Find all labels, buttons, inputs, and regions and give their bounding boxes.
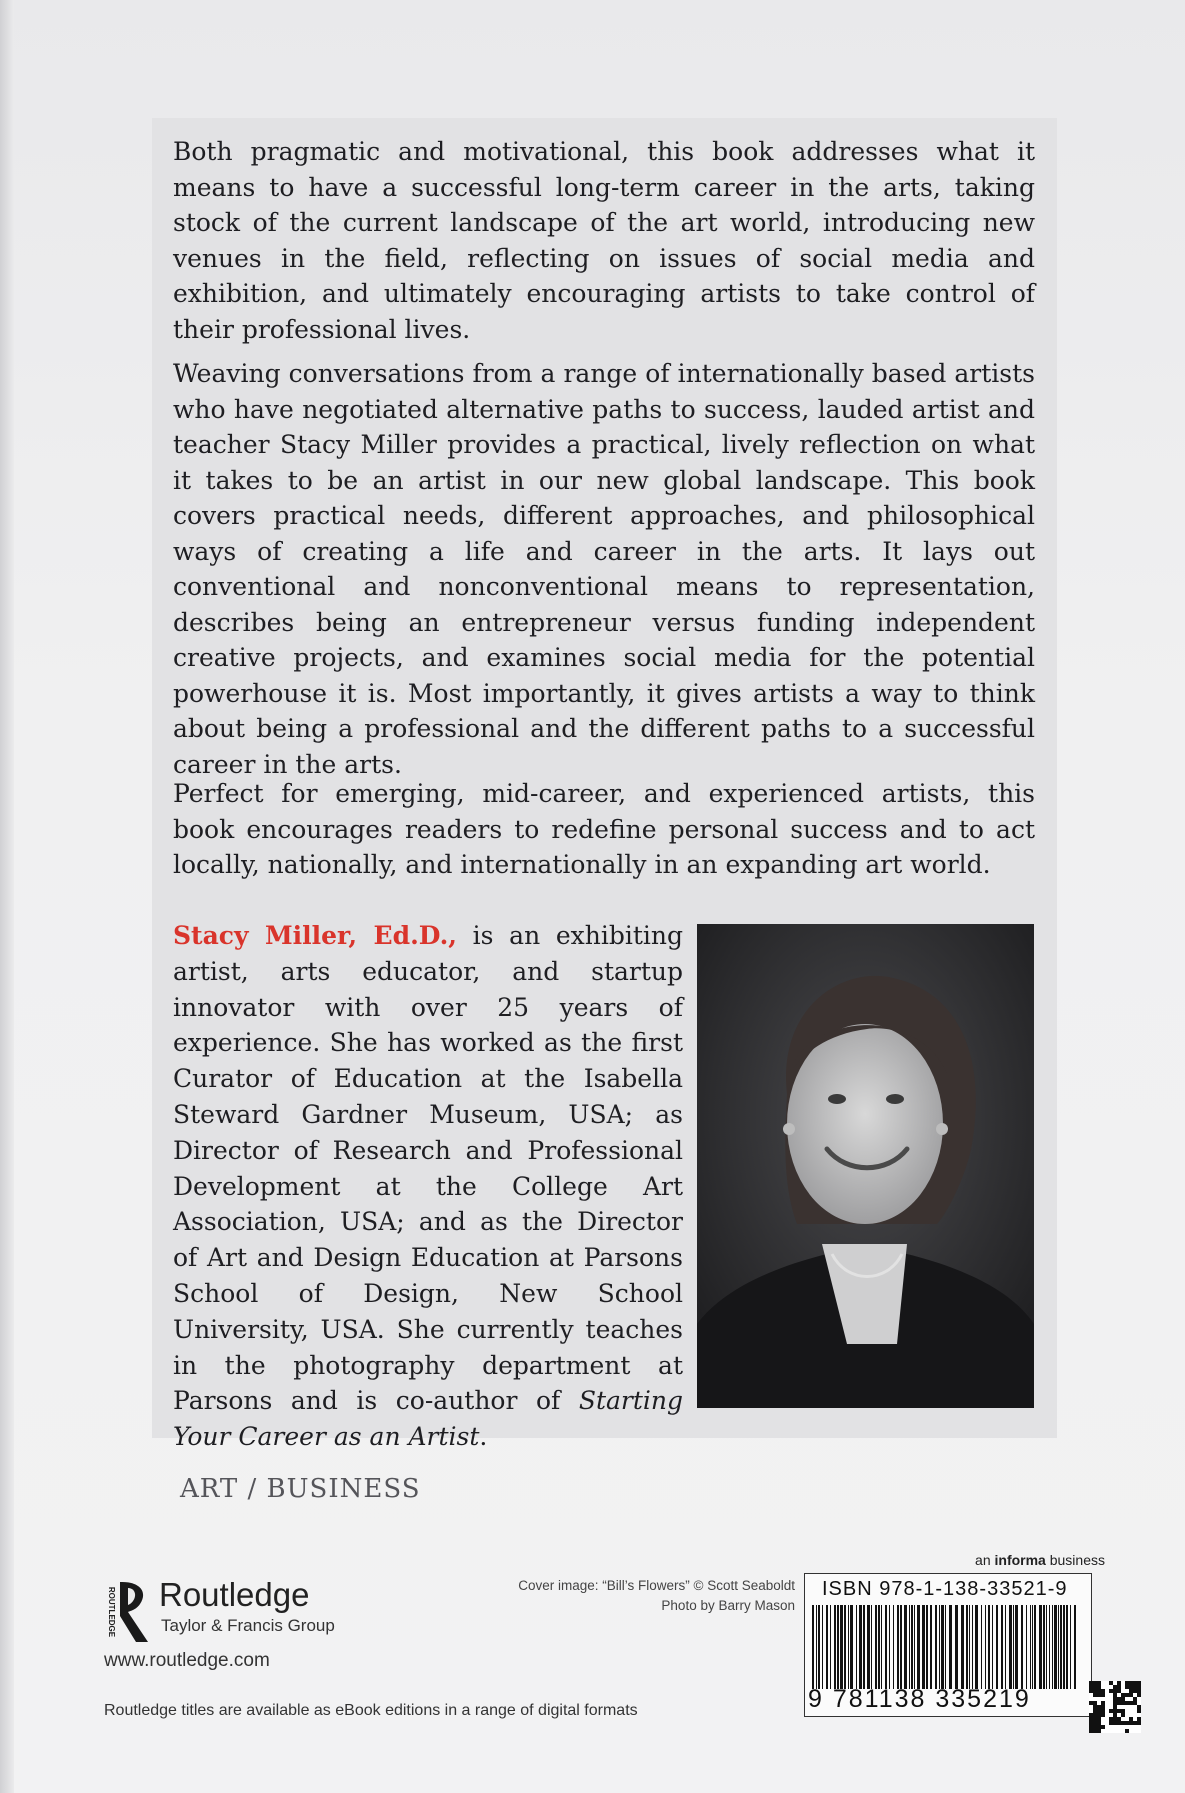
qr-module — [1113, 1693, 1117, 1697]
qr-module — [1125, 1721, 1129, 1725]
qr-module — [1089, 1725, 1093, 1729]
barcode-bar — [859, 1605, 862, 1689]
barcode-bars — [812, 1605, 1080, 1689]
qr-module — [1097, 1693, 1101, 1697]
barcode-bar — [818, 1605, 820, 1689]
barcode-bar — [1063, 1605, 1065, 1689]
qr-module — [1121, 1697, 1125, 1701]
author-book-title: Starting Your Career as an Artist — [173, 1386, 683, 1452]
qr-module — [1089, 1689, 1093, 1693]
barcode-bar — [1032, 1605, 1033, 1689]
qr-module — [1129, 1693, 1133, 1697]
barcode-bar — [1058, 1605, 1059, 1689]
barcode-bar — [834, 1605, 836, 1689]
publisher-group: Taylor & Francis Group — [161, 1616, 335, 1635]
barcode-bar — [961, 1605, 964, 1689]
image-credits — [518, 1576, 795, 1616]
qr-module — [1101, 1713, 1105, 1717]
qr-module — [1097, 1705, 1101, 1709]
qr-module — [1113, 1689, 1117, 1693]
logo-vertical-text: ROUTLEDGE — [107, 1586, 116, 1638]
barcode-bar — [897, 1605, 899, 1689]
qr-code-icon — [1089, 1681, 1141, 1733]
barcode-bar — [867, 1605, 870, 1689]
barcode-bar — [945, 1605, 946, 1689]
qr-module — [1129, 1701, 1133, 1705]
barcode-bar — [885, 1605, 887, 1689]
barcode-bar — [871, 1605, 872, 1689]
barcode-bar — [1034, 1605, 1036, 1689]
barcode-bar — [911, 1605, 913, 1689]
qr-module — [1117, 1689, 1121, 1693]
qr-module — [1093, 1709, 1097, 1713]
informa-brand: informa — [994, 1552, 1046, 1568]
barcode-bar — [826, 1605, 828, 1689]
barcode-bar — [926, 1605, 928, 1689]
ebook-availability-note: Routledge titles are available as eBook editions in a range of digital formats — [104, 1702, 638, 1719]
barcode-bar — [941, 1605, 944, 1689]
qr-module — [1101, 1725, 1105, 1729]
barcode-bar — [1066, 1605, 1068, 1689]
barcode-bar — [1060, 1605, 1062, 1689]
barcode-bar — [830, 1605, 831, 1689]
qr-module — [1089, 1717, 1093, 1721]
informa-prefix: an — [975, 1552, 995, 1568]
barcode-bar — [837, 1605, 839, 1689]
qr-module — [1117, 1685, 1121, 1689]
qr-module — [1093, 1725, 1097, 1729]
qr-module — [1097, 1725, 1101, 1729]
qr-module — [1089, 1685, 1093, 1689]
qr-module — [1101, 1693, 1105, 1697]
qr-module — [1133, 1685, 1137, 1689]
qr-module — [1093, 1693, 1097, 1697]
qr-module — [1133, 1701, 1137, 1705]
barcode-bar — [856, 1605, 857, 1689]
barcode-bar — [972, 1605, 973, 1689]
qr-module — [1097, 1717, 1101, 1721]
barcode-bar — [914, 1605, 915, 1689]
barcode-bar — [996, 1605, 998, 1689]
qr-module — [1133, 1721, 1137, 1725]
barcode-bar — [992, 1605, 993, 1689]
isbn-text: ISBN 978-1-138-33521-9 — [822, 1578, 1068, 1600]
barcode-bar — [889, 1605, 890, 1689]
qr-module — [1089, 1721, 1093, 1725]
barcode-bar — [1046, 1605, 1047, 1689]
barcode-bar — [1021, 1605, 1023, 1689]
publisher-website: www.routledge.com — [104, 1650, 270, 1671]
qr-module — [1137, 1685, 1141, 1689]
barcode-bar — [1052, 1605, 1053, 1689]
barcode-bar — [816, 1605, 817, 1689]
barcode-bar — [922, 1605, 925, 1689]
barcode-bar — [904, 1605, 907, 1689]
qr-module — [1089, 1729, 1093, 1733]
qr-module — [1093, 1721, 1097, 1725]
barcode-bar — [1001, 1605, 1003, 1689]
qr-module — [1137, 1705, 1141, 1709]
qr-module — [1137, 1721, 1141, 1725]
barcode-bar — [1009, 1605, 1012, 1689]
barcode-bar — [1030, 1605, 1031, 1689]
qr-module — [1097, 1713, 1101, 1717]
qr-module — [1097, 1721, 1101, 1725]
qr-module — [1109, 1709, 1113, 1713]
barcode-bar — [969, 1605, 970, 1689]
barcode-bar — [1043, 1605, 1045, 1689]
qr-module — [1113, 1685, 1117, 1689]
author-bio-text: is an exhibiting artist, arts educator, and startup innovator with over 25 years of experience. She has worked as the first Curator of Education at the Isabella Steward Gardner Museum, USA; as Director of Research and Professional Development at the College Art Association, USA; and as the Director of Art and Design Education at Parsons School of Design, New School University, USA. She currently teaches in the photography department at Parsons and is co-author of — [173, 921, 683, 1416]
qr-module — [1121, 1713, 1125, 1717]
qr-module — [1093, 1729, 1097, 1733]
qr-module — [1089, 1681, 1093, 1685]
barcode-bar — [875, 1605, 877, 1689]
qr-module — [1093, 1717, 1097, 1721]
qr-module — [1129, 1689, 1133, 1693]
qr-module — [1129, 1721, 1133, 1725]
barcode-bar — [822, 1605, 823, 1689]
qr-module — [1117, 1701, 1121, 1705]
qr-module — [1093, 1701, 1097, 1705]
qr-module — [1097, 1681, 1101, 1685]
qr-module — [1129, 1681, 1133, 1685]
category-label: ART / BUSINESS — [180, 1474, 421, 1504]
barcode-bar — [909, 1605, 910, 1689]
qr-module — [1117, 1697, 1121, 1701]
barcode-bar — [1005, 1605, 1006, 1689]
qr-module — [1117, 1681, 1121, 1685]
qr-module — [1113, 1701, 1117, 1705]
qr-module — [1109, 1721, 1113, 1725]
barcode-bar — [935, 1605, 937, 1689]
qr-module — [1097, 1709, 1101, 1713]
qr-module — [1101, 1705, 1105, 1709]
qr-module — [1137, 1689, 1141, 1693]
author-portrait — [697, 924, 1034, 1408]
barcode-bar — [930, 1605, 932, 1689]
publisher-name: Routledge — [159, 1576, 310, 1613]
barcode-bar — [850, 1605, 853, 1689]
barcode-bar — [985, 1605, 986, 1689]
routledge-logo-icon — [100, 1578, 154, 1646]
qr-module — [1097, 1689, 1101, 1693]
barcode-bar — [1049, 1605, 1050, 1689]
qr-module — [1125, 1681, 1129, 1685]
barcode-bar — [917, 1605, 920, 1689]
qr-module — [1093, 1685, 1097, 1689]
qr-module — [1125, 1729, 1129, 1733]
barcode-bar — [939, 1605, 940, 1689]
qr-module — [1093, 1681, 1097, 1685]
barcode-bar — [1013, 1605, 1014, 1689]
barcode-bar — [988, 1605, 990, 1689]
qr-module — [1101, 1709, 1105, 1713]
qr-module — [1121, 1709, 1125, 1713]
barcode-bar — [1054, 1605, 1057, 1689]
barcode-bar — [878, 1605, 880, 1689]
qr-module — [1117, 1721, 1121, 1725]
qr-module — [1137, 1709, 1141, 1713]
barcode-bar — [1074, 1605, 1076, 1689]
informa-suffix: business — [1045, 1552, 1105, 1568]
qr-module — [1109, 1681, 1113, 1685]
qr-module — [1101, 1689, 1105, 1693]
barcode-bar — [900, 1605, 902, 1689]
qr-module — [1089, 1713, 1093, 1717]
barcode-bar — [1026, 1605, 1027, 1689]
blurb-paragraph-3: Perfect for emerging, mid-career, and experienced artists, this book encourages readers to redefine personal success and to act locally, nationally, and internationally in an expanding art world. — [173, 779, 1035, 879]
barcode-bar — [863, 1605, 865, 1689]
qr-module — [1093, 1689, 1097, 1693]
informa-tagline — [975, 1552, 1105, 1568]
ean-digits: 9 781138 335219 — [808, 1685, 1031, 1713]
author-bio-end: . — [479, 1422, 488, 1452]
barcode-bar — [840, 1605, 843, 1689]
cover-image-credit: Cover image: “Bill’s Flowers” © Scott Seaboldt — [518, 1578, 795, 1593]
qr-module — [1129, 1685, 1133, 1689]
qr-module — [1133, 1681, 1137, 1685]
qr-module — [1121, 1721, 1125, 1725]
qr-module — [1137, 1717, 1141, 1721]
qr-module — [1097, 1685, 1101, 1689]
qr-module — [1101, 1701, 1105, 1705]
barcode-bar — [955, 1605, 958, 1689]
qr-module — [1125, 1693, 1129, 1697]
portrait-illustration — [697, 924, 1034, 1408]
barcode-bar — [981, 1605, 982, 1689]
qr-module — [1093, 1713, 1097, 1717]
qr-module — [1125, 1685, 1129, 1689]
qr-module — [1113, 1697, 1117, 1701]
qr-module — [1137, 1693, 1141, 1697]
qr-module — [1125, 1701, 1129, 1705]
barcode-bar — [812, 1605, 814, 1689]
qr-module — [1089, 1701, 1093, 1705]
qr-module — [1133, 1689, 1137, 1693]
qr-module — [1113, 1713, 1117, 1717]
barcode-bar — [1070, 1605, 1071, 1689]
qr-module — [1121, 1701, 1125, 1705]
barcode-bar — [844, 1605, 846, 1689]
photo-credit: Photo by Barry Mason — [661, 1598, 795, 1613]
barcode-bar — [966, 1605, 968, 1689]
barcode-bar — [1015, 1605, 1018, 1689]
qr-module — [1117, 1717, 1121, 1721]
qr-module — [1109, 1689, 1113, 1693]
qr-module — [1113, 1721, 1117, 1725]
qr-module — [1113, 1709, 1117, 1713]
author-name: Stacy Miller, Ed.D., — [173, 921, 457, 950]
qr-module — [1117, 1709, 1121, 1713]
barcode-bar — [1039, 1605, 1042, 1689]
blurb-paragraph-2: Weaving conversations from a range of internationally based artists who have negotiated alternative paths to success, lauded artist and teacher Stacy Miller provides a practical, lively reflection on what it takes to be an artist in our new global landscape. This book covers practical needs, different approaches, and philosophical ways of creating a life and career in the arts. It lays out conventional and nonconventional means to representation, describes being an entrepreneur versus funding independent creative projects, and examines social media for the potential powerhouse it is. Most importantly, it gives artists a way to think about being a professional and the different paths to a successful career in the arts. — [173, 359, 1035, 779]
barcode-bar — [848, 1605, 849, 1689]
qr-module — [1109, 1717, 1113, 1721]
qr-module — [1113, 1717, 1117, 1721]
barcode-bar — [975, 1605, 978, 1689]
qr-module — [1097, 1729, 1101, 1733]
barcode-bar — [881, 1605, 882, 1689]
author-bio — [173, 918, 683, 1455]
blurb-paragraph-1: Both pragmatic and motivational, this book addresses what it means to have a successful long-term career in the arts, taking stock of the current landscape of the art world, introducing new venues in the field, reflecting on issues of social media and exhibition, and ultimately encouraging artists to take control of their professional lives. — [173, 137, 1035, 344]
qr-module — [1113, 1705, 1117, 1709]
qr-module — [1133, 1697, 1137, 1701]
barcode-bar — [893, 1605, 894, 1689]
qr-module — [1121, 1693, 1125, 1697]
qr-module — [1093, 1705, 1097, 1709]
qr-module — [1129, 1717, 1133, 1721]
qr-module — [1137, 1681, 1141, 1685]
barcode-bar — [949, 1605, 952, 1689]
cover-edge-shadow — [0, 0, 14, 1793]
